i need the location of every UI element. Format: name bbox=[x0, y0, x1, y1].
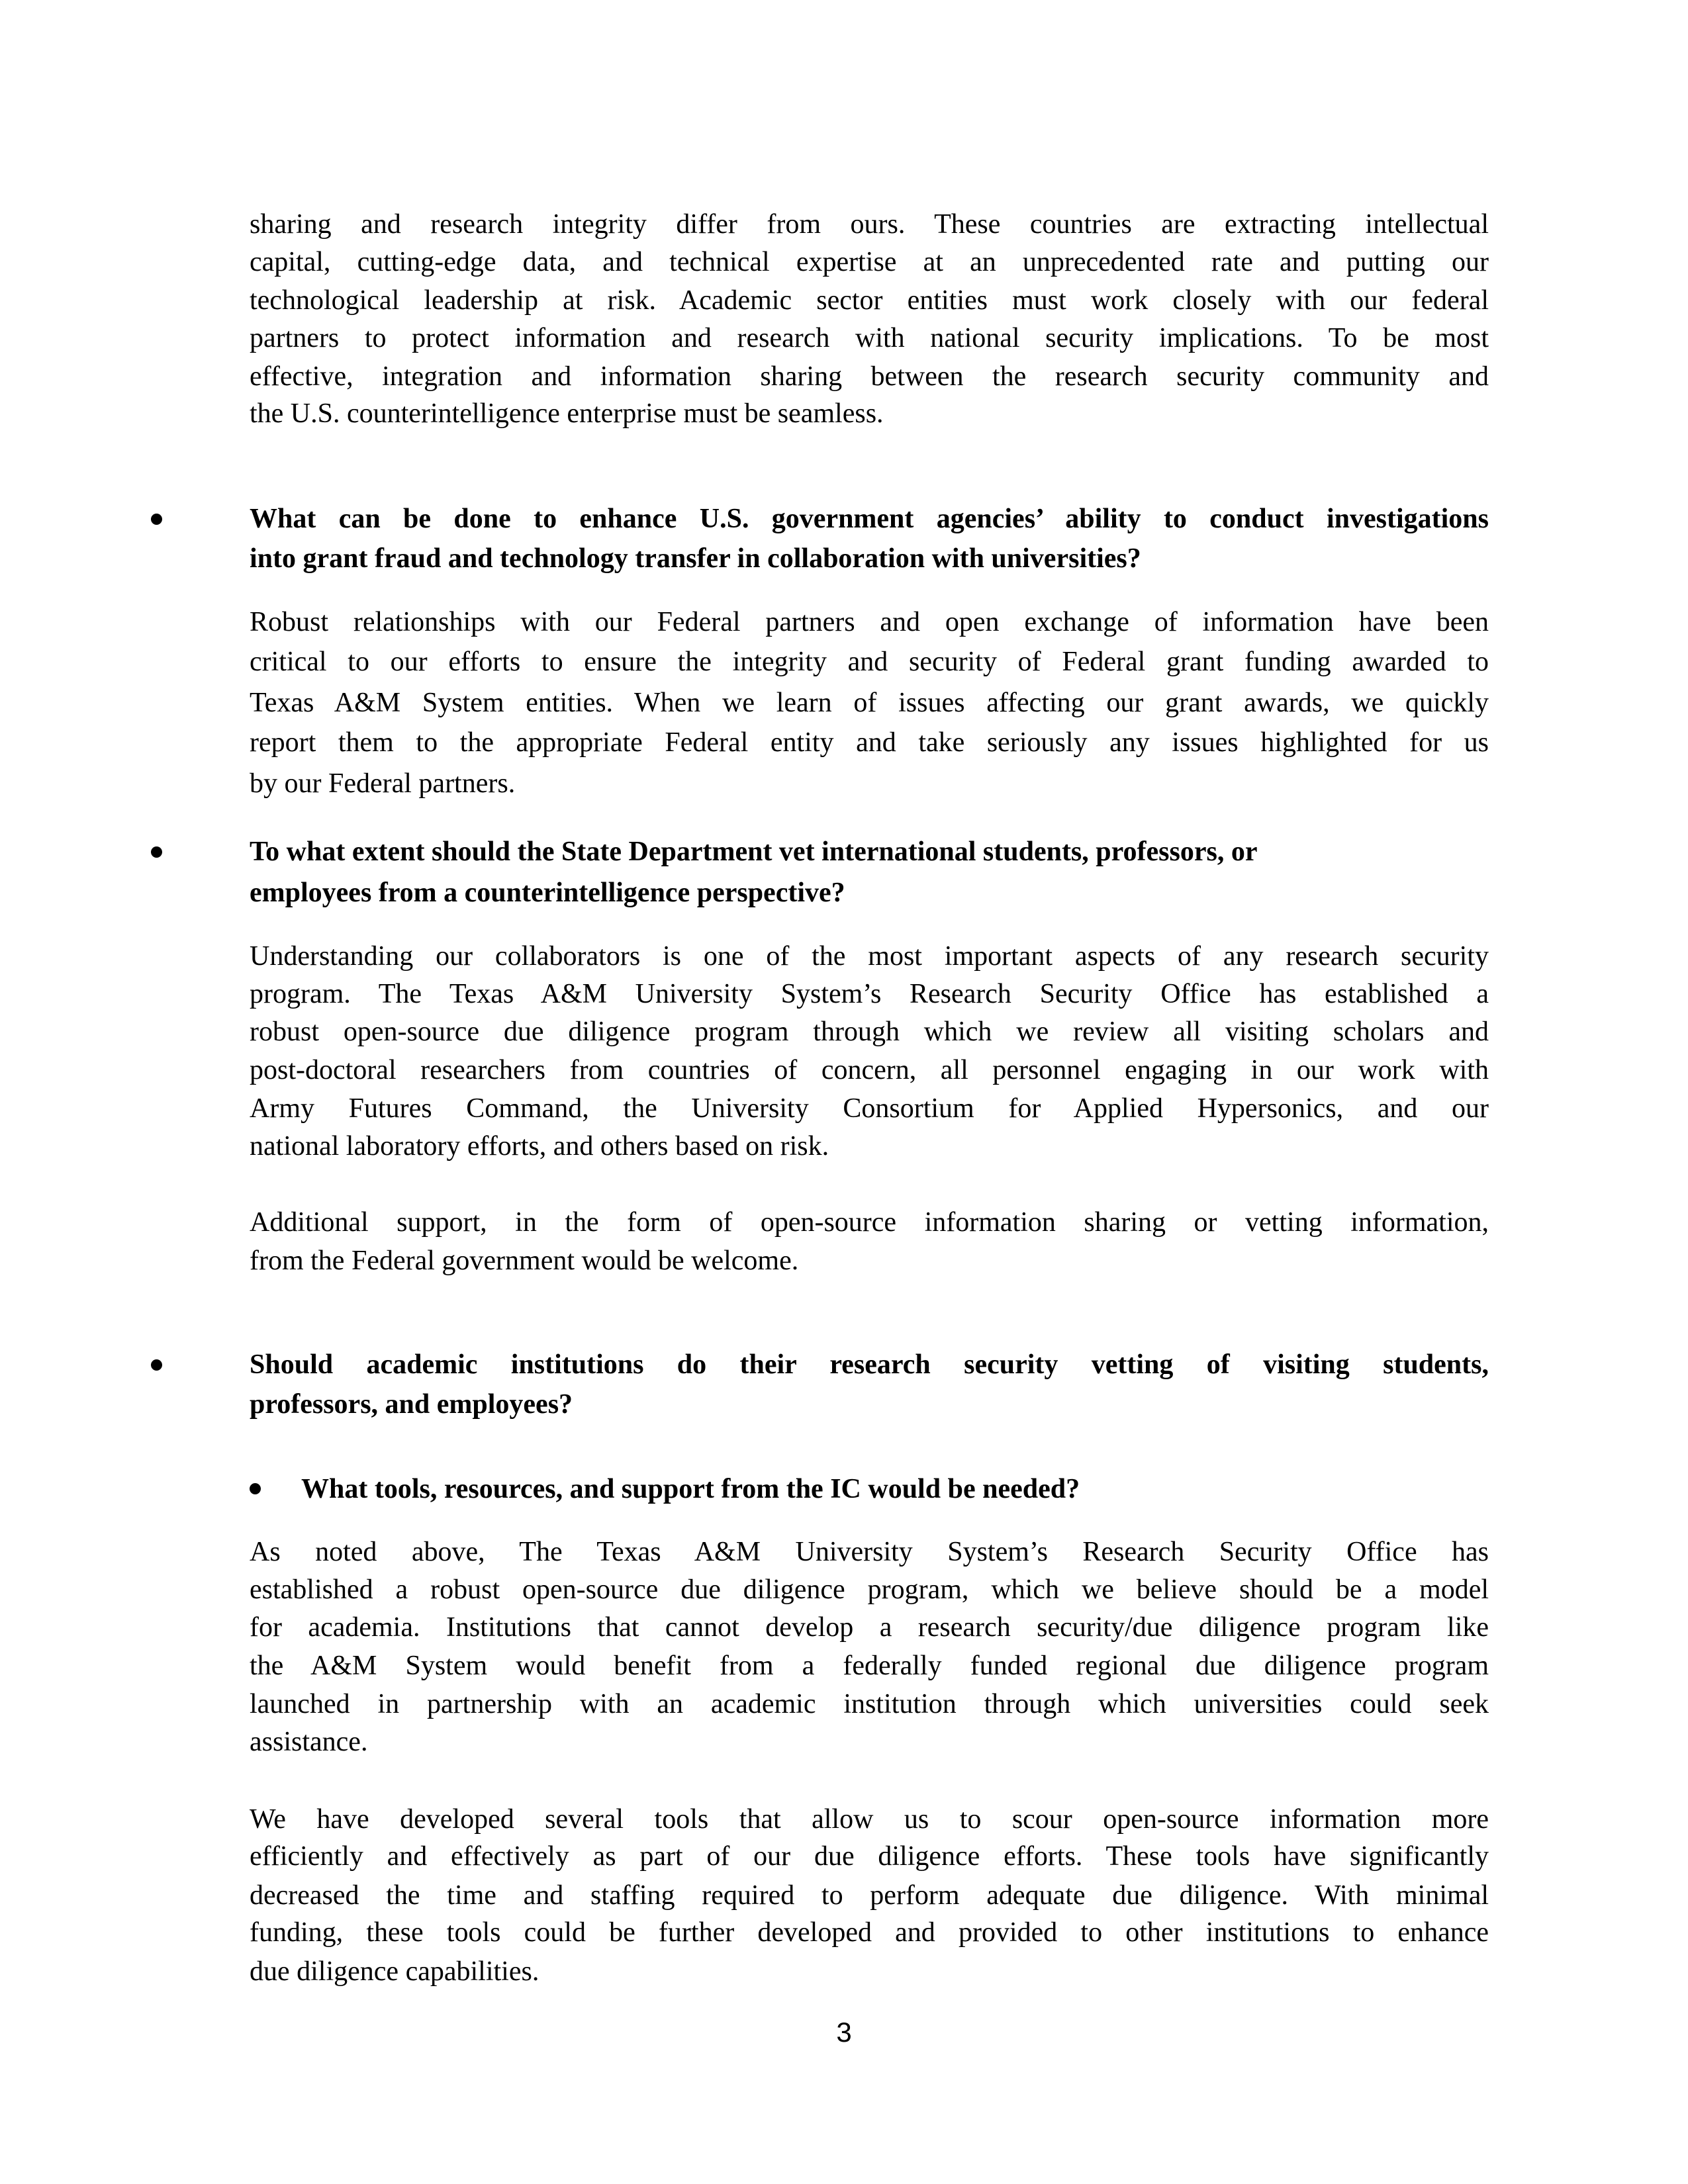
text-line: due diligence capabilities. bbox=[250, 1956, 539, 1987]
text-line: We have developed several tools that allow us to scour open-source information more bbox=[250, 1804, 1489, 1835]
text-line: launched in partnership with an academic institution through which universities could seek bbox=[250, 1689, 1489, 1719]
text-line: the A&M System would benefit from a federally funded regional due diligence program bbox=[250, 1651, 1489, 1681]
text-line: decreased the time and staffing required to perform adequate due diligence. With minimal bbox=[250, 1880, 1489, 1911]
question-heading-line: into grant fraud and technology transfer in collaboration with universities? bbox=[250, 543, 1141, 574]
bullet-icon bbox=[151, 514, 162, 525]
text-line: Texas A&M System entities. When we learn of issues affecting our grant awards, we quickly bbox=[250, 688, 1489, 718]
text-line: report them to the appropriate Federal entity and take seriously any issues highlighted for us bbox=[250, 727, 1489, 758]
question-heading-line: professors, and employees? bbox=[250, 1389, 573, 1420]
bullet-icon bbox=[151, 1359, 162, 1371]
sub-question-text: What tools, resources, and support from the IC would be needed? bbox=[301, 1474, 1080, 1504]
text-line: As noted above, The Texas A&M University System’s Research Security Office has bbox=[250, 1537, 1489, 1567]
question-heading-line: What can be done to enhance U.S. government agencies’ ability to conduct investigations bbox=[250, 504, 1489, 534]
text-line: program. The Texas A&M University System’s Research Security Office has established a bbox=[250, 979, 1489, 1009]
text-line: Robust relationships with our Federal partners and open exchange of information have been bbox=[250, 607, 1489, 637]
question-heading-line: Should academic institutions do their research security vetting of visiting students, bbox=[250, 1349, 1489, 1380]
text-line: robust open-source due diligence program through which we review all visiting scholars and bbox=[250, 1017, 1489, 1047]
question-heading-line: To what extent should the State Department vet international students, professors, or bbox=[250, 837, 1258, 867]
text-line: capital, cutting-edge data, and technical expertise at an unprecedented rate and putting our bbox=[250, 247, 1489, 277]
page-number: 3 bbox=[836, 2017, 852, 2048]
text-line: assistance. bbox=[250, 1727, 368, 1757]
text-line: effective, integration and information sharing between the research security community and bbox=[250, 361, 1489, 392]
text-line: funding, these tools could be further developed and provided to other institutions to enhance bbox=[250, 1917, 1489, 1948]
text-line: technological leadership at risk. Academic sector entities must work closely with our federal bbox=[250, 285, 1489, 316]
text-line: Army Futures Command, the University Consortium for Applied Hypersonics, and our bbox=[250, 1093, 1489, 1124]
bullet-icon bbox=[151, 846, 162, 858]
text-line: national laboratory efforts, and others based on risk. bbox=[250, 1131, 829, 1161]
text-line: critical to our efforts to ensure the integrity and security of Federal grant funding awarded to bbox=[250, 647, 1489, 677]
text-line: Additional support, in the form of open-source information sharing or vetting information, bbox=[250, 1207, 1489, 1238]
text-line: for academia. Institutions that cannot develop a research security/due diligence program like bbox=[250, 1612, 1489, 1643]
question-heading-line: employees from a counterintelligence perspective? bbox=[250, 878, 845, 908]
text-line: from the Federal government would be welcome. bbox=[250, 1246, 799, 1276]
text-line: the U.S. counterintelligence enterprise must be seamless. bbox=[250, 398, 884, 429]
text-line: Understanding our collaborators is one of the most important aspects of any research security bbox=[250, 941, 1489, 972]
text-line: sharing and research integrity differ from ours. These countries are extracting intellectual bbox=[250, 209, 1489, 240]
text-line: by our Federal partners. bbox=[250, 768, 516, 799]
text-line: established a robust open-source due diligence program, which we believe should be a model bbox=[250, 1574, 1489, 1605]
sub-bullet-icon bbox=[250, 1483, 261, 1494]
text-line: post-doctoral researchers from countries of concern, all personnel engaging in our work with bbox=[250, 1055, 1489, 1085]
text-line: partners to protect information and research with national security implications. To be most bbox=[250, 323, 1489, 353]
text-line: efficiently and effectively as part of our due diligence efforts. These tools have significantly bbox=[250, 1841, 1489, 1872]
